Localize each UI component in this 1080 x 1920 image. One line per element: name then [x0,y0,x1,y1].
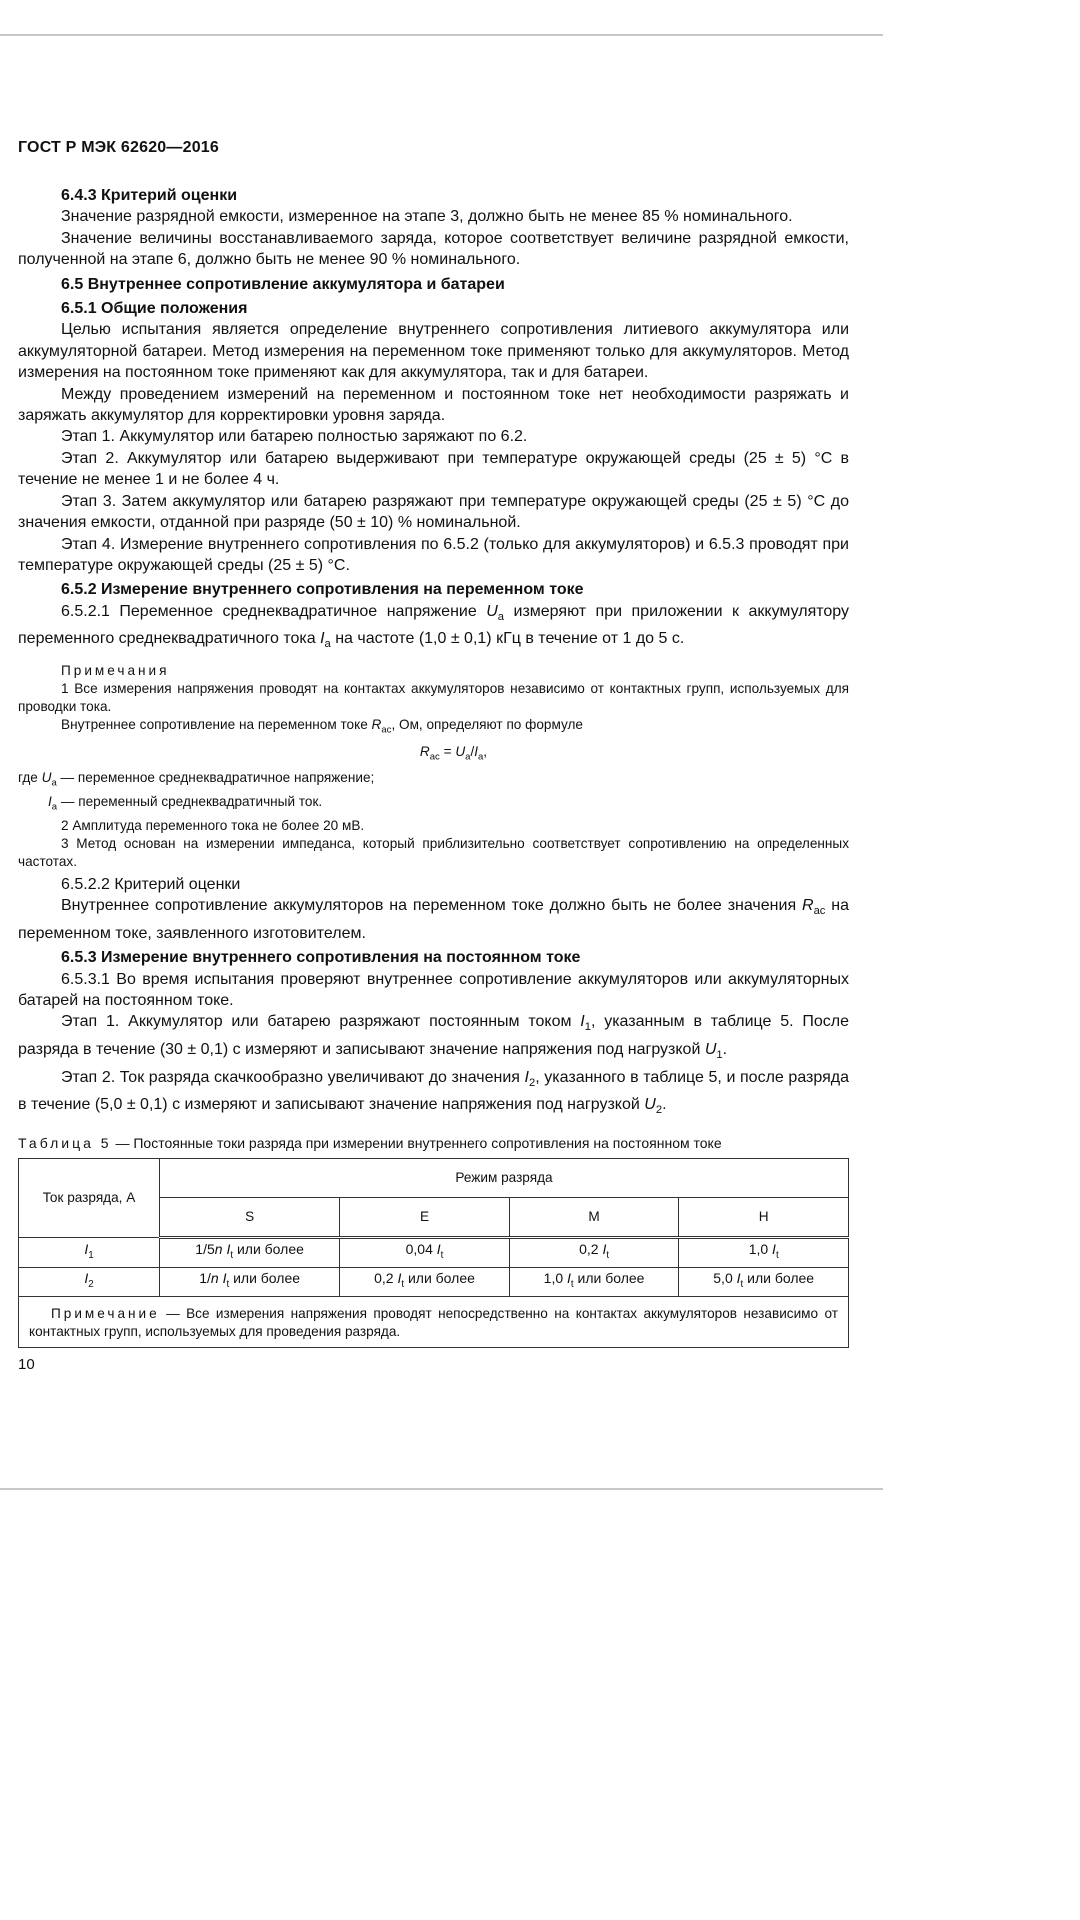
note-2: 2 Амплитуда переменного тока не более 20 мВ. [61,817,365,833]
dc-step-1: Этап 1. Аккумулятор или батарею разряжают постоянным током $I_1$, указанным в таблице 5. После разряда в течение (30 ± 0,1) с измеряют и записывают значение напряжения под нагрузкой $U_1$. [18,1013,849,1062]
note-1: 1 Все измерения напряжения проводят на контактах аккумуляторов независимо от контактных групп, используемых для проводки тока. [18,680,849,714]
section-6-4-3-paragraph-2: Значение величины восстанавливаемого заряда, которое соответствует величине разрядной емкости, полученной на этапе 6, должно быть не менее 90 % номинального. [18,229,849,269]
table-header-mode-m: M [509,1197,679,1237]
bottom-rule [0,1488,883,1490]
table-cell: 1,0 $I_t$ [679,1237,849,1267]
table-row [19,1267,849,1296]
table-header-mode: Режим разряда [160,1158,849,1197]
row-label-i1: $I_1$ [19,1237,160,1267]
notes-title: Примечания [61,662,170,678]
table-cell: 5,0 $I_t$ или более [679,1267,849,1296]
table-cell: 1/n $I_t$ или более [160,1267,340,1296]
note-1-formula-intro: Внутреннее сопротивление на переменном токе $R_{ac}$, Ом, определяют по формуле [61,716,583,736]
table-cell: 0,2 $I_t$ [509,1237,679,1267]
table-header-current: Ток разряда, А [19,1158,160,1237]
section-6-5-2-1-paragraph: 6.5.2.1 Переменное среднеквадратичное напряжение $U_a$ измеряют при приложении к аккумулятору переменного среднеквадратичного тока $I_a$ на частоте (1,0 ± 0,1) кГц в течение от 1 до 5 с. [18,602,850,651]
section-6-5-1-paragraph-1: Целью испытания является определение внутреннего сопротивления литиевого аккумулятора или аккумуляторной батареи. Метод измерения на переменном токе применяют только для аккумуляторов. Метод измерения на постоянном токе применяют как для аккумулятора, так и для батареи. [18,321,849,382]
table-cell: 0,04 $I_t$ [340,1237,510,1267]
step-2: Этап 2. Аккумулятор или батарею выдерживают при температуре окружающей среды (25 ± 5) °С в течение не менее 1 и не более 4 ч. [18,449,849,489]
table-header-mode-e: E [340,1197,510,1237]
formula-rac: $R_{ac} = U_a/I_a$, [419,743,488,763]
notes-block [18,662,849,871]
section-6-5-title: 6.5 Внутреннее сопротивление аккумулятора и батареи [61,275,505,293]
where-ia: $I_a$ — переменный среднеквадратичный ток. [48,794,323,813]
section-6-5-3-1-paragraph: 6.5.3.1 Во время испытания проверяют внутреннее сопротивление аккумуляторов или аккумуляторных батарей на постоянном токе. [18,970,849,1009]
page-number: 10 [18,1356,35,1373]
table-cell: 1/5n $I_t$ или более [160,1237,340,1267]
section-6-4-3-title: 6.4.3 Критерий оценки [61,187,238,204]
section-6-4-3-paragraph-1: Значение разрядной емкости, измеренное на этапе 3, должно быть не менее 85 % номинального. [61,208,793,226]
where-ua: где $U_a$ — переменное среднеквадратичное напряжение; [18,770,375,790]
document-header: ГОСТ Р МЭК 62620—2016 [18,139,220,156]
top-rule [0,34,883,36]
section-6-5-2-2-paragraph: Внутреннее сопротивление аккумуляторов на переменном токе должно быть не более значения $R_{ac}$ на переменном токе, заявленного изготовителем. [18,897,850,942]
section-6-5-1-title: 6.5.1 Общие положения [61,300,248,318]
step-4: Этап 4. Измерение внутреннего сопротивления по 6.5.2 (только для аккумуляторов) и 6.5.3 проводят при температуре окружающей среды (25 ± 5) °С. [18,535,849,574]
table-cell: 1,0 $I_t$ или более [509,1267,679,1296]
table-5-note: Примечание — Все измерения напряжения проводят непосредственно на контактах аккумуляторов независимо от контактных групп, используемых для проведения разряда. [19,1296,849,1347]
section-6-5-2-title: 6.5.2 Измерение внутреннего сопротивления на переменном токе [61,581,584,599]
main-content [18,182,849,1348]
table-cell: 0,2 $I_t$ или более [340,1267,510,1296]
section-6-5-3-title: 6.5.3 Измерение внутреннего сопротивления на постоянном токе [61,949,581,967]
section-6-5-2-2-title: 6.5.2.2 Критерий оценки [61,875,241,893]
table-5 [18,1158,849,1348]
section-6-5-1-paragraph-2: Между проведением измерений на переменном и постоянном токе нет необходимости разряжать и заряжать аккумулятор для корректировки уровня заряда. [18,385,849,425]
table-5-caption: Таблица 5 — Постоянные токи разряда при измерении внутреннего сопротивления на постоянном токе [18,1134,722,1151]
table-row [19,1237,849,1267]
dc-step-2: Этап 2. Ток разряда скачкообразно увеличивают до значения $I_2$, указанного в таблице 5, и после разряда в течение (5,0 ± 0,1) с измеряют и записывают значение напряжения под нагрузкой $U_2$. [18,1068,849,1117]
step-1: Этап 1. Аккумулятор или батарею полностью заряжают по 6.2. [61,428,528,446]
row-label-i2: $I_2$ [19,1267,160,1296]
step-3: Этап 3. Затем аккумулятор или батарею разряжают при температуре окружающей среды (25 ± 5) °С до значения емкости, отданной при разряде (50 ± 10) % номинальной. [18,492,849,532]
table-header-mode-s: S [160,1197,340,1237]
table-header-mode-h: H [679,1197,849,1237]
note-3: 3 Метод основан на измерении импеданса, который приблизительно соответствует сопротивлению на определенных частотах. [18,835,849,869]
